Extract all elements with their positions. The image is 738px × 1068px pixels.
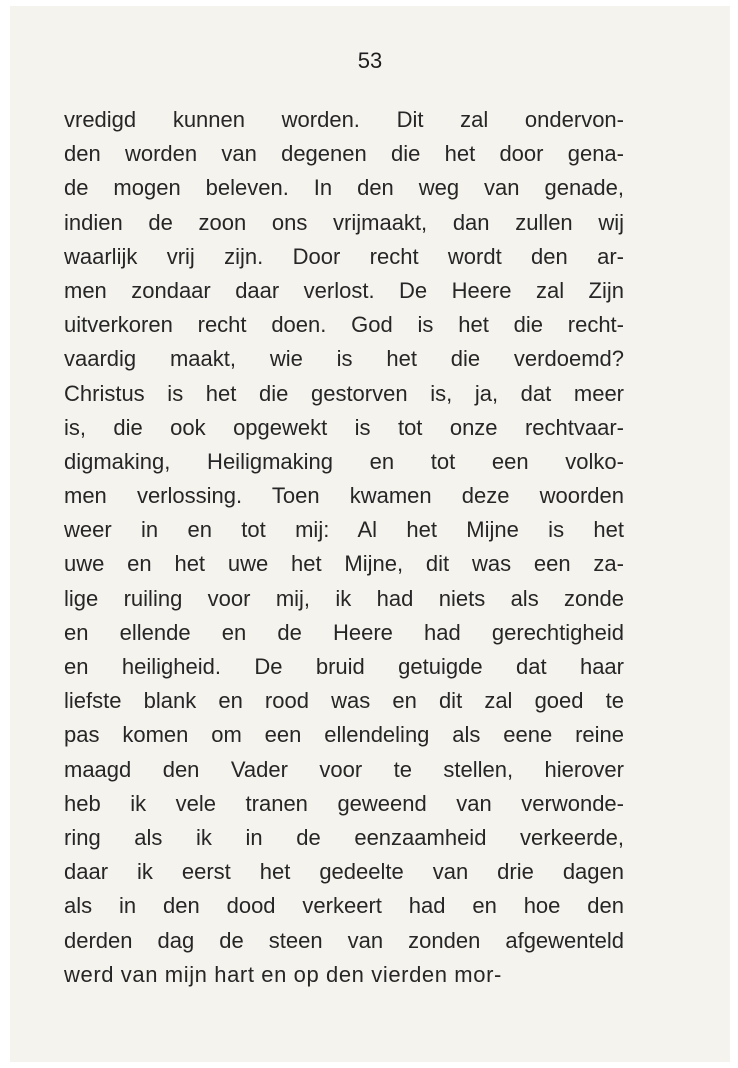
text-line: weer in en tot mij: Al het Mijne is het [64,517,624,543]
text-line: en ellende en de Heere had gerechtigheid [64,619,624,645]
text-line: de mogen beleven. In den weg van genade, [64,175,624,201]
text-line: lige ruiling voor mij, ik had niets als zonde [64,585,624,611]
text-line: en heiligheid. De bruid getuigde dat haar [64,654,624,679]
text-line: digmaking, Heiligmaking en tot een volko- [64,448,624,474]
page-body-text [64,103,624,992]
text-line: daar ik eerst het gedeelte van drie dagen [64,859,624,885]
text-line: is, die ook opgewekt is tot onze rechtvaar- [64,414,624,440]
text-line: derden dag de steen van zonden afgewenteld [64,927,624,953]
text-line: vredigd kunnen worden. Dit zal ondervon- [64,107,624,132]
text-line: men verlossing. Toen kwamen deze woorden [64,483,624,509]
text-line: heb ik vele tranen geweend van verwonde- [64,790,624,816]
text-line: ring als ik in de eenzaamheid verkeerde, [64,824,624,850]
text-line: als in den dood verkeert had en hoe den [64,893,624,919]
text-line: waarlijk vrij zijn. Door recht wordt den ar- [64,243,624,269]
text-line: pas komen om een ellendeling als eene reine [64,722,624,748]
text-line: Christus is het die gestorven is, ja, dat meer [64,380,624,406]
text-line: uitverkoren recht doen. God is het die recht- [64,312,624,338]
text-line: liefste blank en rood was en dit zal goed te [64,688,624,714]
page-number: 53 [357,48,383,73]
text-line: vaardig maakt, wie is het die verdoemd? [64,346,624,372]
text-line-last: werd van mijn hart en op den vierden mor- [64,961,502,987]
text-line: uwe en het uwe het Mijne, dit was een za- [64,551,624,577]
text-line: den worden van degenen die het door gena- [64,141,624,167]
book-page [10,6,730,1062]
text-line: men zondaar daar verlost. De Heere zal Zijn [64,277,624,303]
text-line: indien de zoon ons vrijmaakt, dan zullen wij [64,209,624,235]
text-line: maagd den Vader voor te stellen, hierover [64,756,624,782]
